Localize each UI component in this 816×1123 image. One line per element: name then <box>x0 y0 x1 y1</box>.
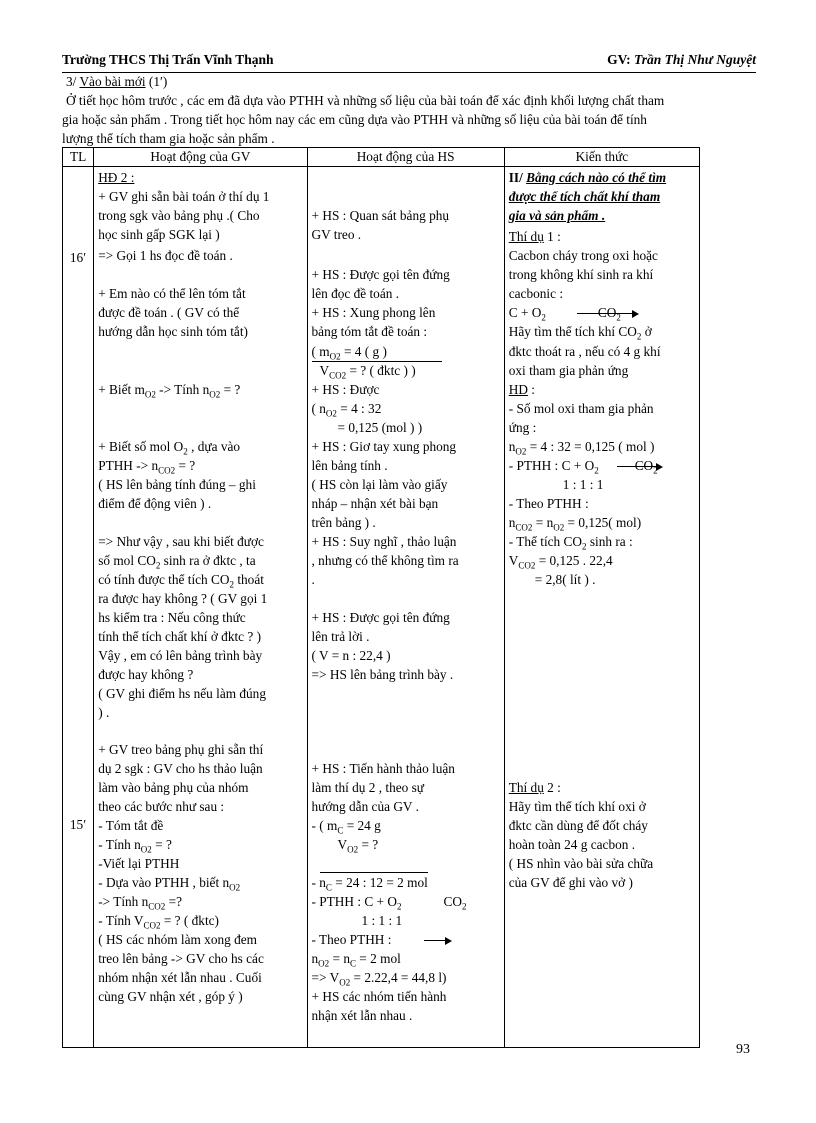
teacher-label: GV: <box>607 52 635 67</box>
time-label: 16′ <box>69 250 87 265</box>
gv-line: làm vào bảng phụ của nhóm <box>98 780 249 795</box>
hs-line: + HS : Được gọi tên đứng <box>311 267 450 282</box>
hs-line: $V_{CO2}$ = ? ( đktc ) ) <box>319 363 416 381</box>
hs-line: ( V = n : 22,4 ) <box>311 648 391 663</box>
gv-line: theo các bước như sau : <box>98 799 225 814</box>
gv-line: ( HS các nhóm làm xong đem <box>98 932 257 947</box>
hs-cell <box>307 167 504 1048</box>
gv-line: => Như vậy , sau khi biết được <box>98 534 264 549</box>
section-number: 3/ <box>66 74 80 89</box>
kt-line: $n_{CO2} = n_{O2} = 0,125$( mol) <box>508 515 642 533</box>
kt-line: HD : <box>508 382 535 397</box>
gv-line: tính thể tích chất khí ở đktc ? ) <box>98 629 262 644</box>
gv-line: hướng dẫn học sinh tóm tắt) <box>98 324 248 339</box>
kt-line: hoàn toàn 24 g cacbon . <box>508 837 636 852</box>
gv-line: - Tóm tắt đề <box>98 818 164 833</box>
intro-line: Ở tiết học hôm trước , các em đã dựa vào PTHH và những số liệu của bài toán để xác định khối lượng chất tham <box>66 93 665 108</box>
gv-line: - Tính $n_{O2}$ = ? <box>98 837 172 855</box>
gv-line: - Tính $V_{CO2}$ = ? ( đktc) <box>98 913 219 931</box>
gv-line: => Gọi 1 hs đọc đề toán . <box>98 248 233 263</box>
kt-line: ( HS nhìn vào bài sửa chữa <box>508 856 654 871</box>
kt-line: trong không khí sinh ra khí <box>508 267 654 282</box>
lesson-table <box>62 147 700 1048</box>
hs-line: => $V_{O2} = 2.22,4 = 44,8$ l) <box>311 970 447 988</box>
hs-line: $n_{O2} = n_C = 2$ mol <box>311 951 401 969</box>
hs-line: nhận xét lẫn nhau . <box>311 1008 413 1023</box>
kt-line: đktc cần dùng để đốt cháy <box>508 818 648 833</box>
kt-line: 1 : 1 : 1 <box>562 477 604 492</box>
hs-line: bảng tóm tắt đề toán : <box>311 324 428 339</box>
time-label: 15′ <box>69 817 87 832</box>
gv-line: -Viết lại PTHH <box>98 856 180 871</box>
kt-line: oxi tham gia phản ứng <box>508 363 629 378</box>
section-title-text: Vào bài mới <box>79 74 146 89</box>
gv-line: Vậy , em có lên bảng trình bày <box>98 648 263 663</box>
intro-line: gia hoặc sản phẩm . Trong tiết học hôm nay các em cũng dựa vào PTHH và những số liệu của bài toán để tính <box>62 112 647 127</box>
kt-line: ứng : <box>508 420 537 435</box>
gv-line: HĐ 2 : <box>98 170 135 185</box>
gv-line: -> Tính $n_{CO2}$ =? <box>98 894 183 912</box>
school-name: Trường THCS Thị Trấn Vĩnh Thạnh <box>62 52 274 67</box>
gv-line: ( HS lên bảng tính đúng – ghi <box>98 477 256 492</box>
hs-line: = 0,125 (mol ) ) <box>337 420 423 435</box>
page-number: 93 <box>736 1042 750 1057</box>
reaction-arrow <box>617 466 661 467</box>
gv-line: trong sgk vào bảng phụ .( Cho <box>98 208 260 223</box>
lesson-section <box>62 72 774 148</box>
kt-line: $C + O_2$ $CO_2$ <box>508 305 621 323</box>
hs-line: - PTHH : $C + O_2$ $CO_2$ <box>311 894 467 912</box>
hs-line: trên bảng ) . <box>311 515 376 530</box>
hs-line: làm thí dụ 2 , theo sự <box>311 780 424 795</box>
hs-line: , nhưng có thể không tìm ra <box>311 553 459 568</box>
page-header <box>62 52 756 73</box>
hs-line: + HS : Xung phong lên <box>311 305 436 320</box>
gv-line: + GV ghi sẵn bài toán ở thí dụ 1 <box>98 189 270 204</box>
kt-line: Hãy tìm thể tích khí oxi ở <box>508 799 646 814</box>
gv-line: + Biết số mol $O_2$ , dựa vào <box>98 439 241 457</box>
kt-line: $V_{CO2} = 0,125$ . 22,4 <box>508 553 613 571</box>
gv-line: - Dựa vào PTHH , biết $n_{O2}$ <box>98 875 241 893</box>
kt-line: cacbonic : <box>508 286 564 301</box>
hs-line: lên trả lời . <box>311 629 370 644</box>
hs-line: ( $m_{O2} = 4$ ( g ) <box>311 344 387 362</box>
section-title <box>62 72 774 91</box>
gv-line: dụ 2 sgk : GV cho hs thảo luận <box>98 761 263 776</box>
hs-line: ( HS còn lại làm vào giấy <box>311 477 448 492</box>
kt-line: Thí dụ 1 : <box>508 229 561 244</box>
hs-line: GV treo . <box>311 227 362 242</box>
hs-line: ( $n_{O2} = 4$ : 32 <box>311 401 382 419</box>
header-hs: Hoạt động của HS <box>307 148 504 167</box>
gv-line: nhóm nhận xét lẫn nhau . Cuối <box>98 970 262 985</box>
kt-line: Cacbon cháy trong oxi hoặc <box>508 248 658 263</box>
gv-line: có tính được thể tích $CO_2$ thoát <box>98 572 264 590</box>
kt-line: II/ Bằng cách nào có thể tìm <box>508 170 667 185</box>
gv-line: ra được hay không ? ( GV gọi 1 <box>98 591 268 606</box>
hs-line: $V_{O2}$ = ? <box>337 837 379 855</box>
gv-cell <box>94 167 307 1048</box>
hs-line: . <box>311 572 315 587</box>
gv-line: hs kiểm tra : Nếu công thức <box>98 610 246 625</box>
kt-line: Hãy tìm thể tích khí $CO_2$ ở <box>508 324 652 342</box>
section-duration: (1′) <box>145 74 168 89</box>
gv-line: cùng GV nhận xét , góp ý ) <box>98 989 243 1004</box>
hs-line: + HS : Được <box>311 382 380 397</box>
gv-line: điểm để động viên ) . <box>98 496 212 511</box>
hs-line: + HS : Quan sát bảng phụ <box>311 208 450 223</box>
gv-line: + GV treo bảng phụ ghi sẵn thí <box>98 742 264 757</box>
kt-line: đktc thoát ra , nếu có 4 g khí <box>508 344 661 359</box>
kt-line: gia và sản phẩm . <box>508 208 606 223</box>
gv-line: PTHH -> $n_{CO2}$ = ? <box>98 458 196 476</box>
kt-line: của GV để ghi vào vở ) <box>508 875 633 890</box>
gv-line: treo lên bảng -> GV cho hs các <box>98 951 264 966</box>
hs-line: - ( $m_C = 24$ g <box>311 818 381 836</box>
kt-line: = 2,8( lít ) . <box>534 572 596 587</box>
hs-line: + HS : Suy nghĩ , thảo luận <box>311 534 457 549</box>
hs-line: lên bảng tính . <box>311 458 388 473</box>
hs-line: + HS : Tiến hành thảo luận <box>311 761 455 776</box>
gv-line: + Biết $m_{O2}$ -> Tính $n_{O2}$ = ? <box>98 382 241 400</box>
kt-line: - PTHH : $C + O_2$ $CO_2$ <box>508 458 658 476</box>
gv-line: + Em nào có thể lên tóm tắt <box>98 286 246 301</box>
teacher-credit <box>607 52 756 68</box>
kt-line: - Theo PTHH : <box>508 496 589 511</box>
gv-line: được đề toán . ( GV có thể <box>98 305 240 320</box>
hs-line: + HS : Giơ tay xung phong <box>311 439 457 454</box>
hs-line: => HS lên bảng trình bày . <box>311 667 454 682</box>
hs-line: 1 : 1 : 1 <box>361 913 403 928</box>
hs-line: + HS các nhóm tiến hành <box>311 989 447 1004</box>
header-tl: TL <box>63 148 94 167</box>
teacher-name: Trần Thị Như Nguyệt <box>634 52 756 67</box>
kt-line: - Thể tích $CO_2$ sinh ra : <box>508 534 633 552</box>
gv-line: học sinh gấp SGK lại ) <box>98 227 220 242</box>
header-kt: Kiến thức <box>504 148 699 167</box>
kt-cell <box>504 167 699 1048</box>
hs-line: lên đọc đề toán . <box>311 286 400 301</box>
reaction-arrow <box>424 940 450 941</box>
kt-line: - Số mol oxi tham gia phản <box>508 401 654 416</box>
gv-line: được hay không ? <box>98 667 194 682</box>
header-gv: Hoạt động của GV <box>94 148 307 167</box>
hs-line: + HS : Được gọi tên đứng <box>311 610 450 625</box>
kt-line: Thí dụ 2 : <box>508 780 561 795</box>
hs-line: - Theo PTHH : <box>311 932 392 947</box>
kt-line: được thể tích chất khí tham <box>508 189 661 204</box>
reaction-arrow <box>577 313 637 314</box>
gv-line: ( GV ghi điểm hs nếu làm đúng <box>98 686 266 701</box>
tl-cell <box>63 167 94 1048</box>
kt-line: $n_{O2} = 4$ : 32 = 0,125 ( mol ) <box>508 439 655 457</box>
gv-line: ) . <box>98 705 110 720</box>
hs-line: - $n_C = 24$ : 12 = 2 mol <box>311 875 428 893</box>
gv-line: số mol $CO_2$ sinh ra ở đktc , ta <box>98 553 256 571</box>
hs-line: hướng dẫn của GV . <box>311 799 419 814</box>
intro-line: lượng thể tích tham gia hoặc sản phẩm . <box>62 131 275 146</box>
hs-line: nháp – nhận xét bài bạn <box>311 496 439 511</box>
